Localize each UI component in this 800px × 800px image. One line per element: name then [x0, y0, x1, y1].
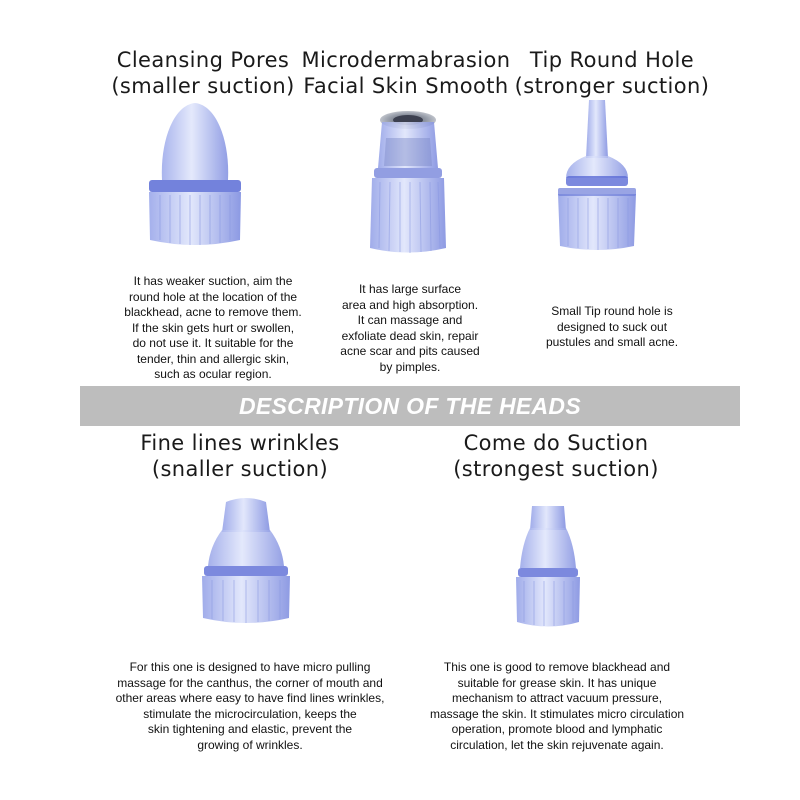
desc-line: such as ocular region. — [154, 367, 272, 381]
desc-line: massage the skin. It stimulates micro circulation — [429, 706, 685, 721]
desc-line: It has weaker suction, aim the — [133, 274, 293, 288]
desc-line: area and high absorption. — [341, 297, 479, 312]
head-title-tip-round-hole — [512, 47, 712, 99]
desc-line: acne scar and pits caused — [340, 344, 480, 358]
head-description-fine-lines-wrinkles — [100, 660, 400, 753]
desc-line: operation, promote blood and lymphatic — [451, 722, 663, 736]
head-title-line2: (stronger suction) — [514, 74, 710, 98]
head-title-line1: Tip Round Hole — [529, 48, 695, 72]
desc-line: other areas where easy to have find lines wrinkles, — [115, 691, 385, 705]
head-description-cleansing-pores — [108, 274, 318, 383]
head-title-line1: Cleansing Pores — [116, 48, 290, 72]
desc-line: It can massage and — [357, 313, 463, 327]
head-title-fine-lines-wrinkles — [130, 430, 350, 482]
desc-line: circulation, let the skin rejuvenate again. — [450, 737, 664, 752]
desc-line: Small Tip round hole is — [551, 304, 673, 318]
head-title-line2: (strongest suction) — [453, 457, 659, 481]
head-title-line1: Microdermabrasion — [301, 48, 511, 72]
head-description-come-do-suction — [412, 660, 702, 753]
head-title-microdermabrasion — [300, 47, 512, 99]
desc-line: round hole at the location of the — [128, 289, 298, 304]
desc-line: mechanism to attract vacuum pressure, — [451, 691, 663, 705]
cleansing-pores-head-image — [140, 100, 250, 250]
head-title-come-do-suction — [440, 430, 672, 482]
desc-line: exfoliate dead skin, repair — [341, 328, 479, 343]
desc-line: massage for the canthus, the corner of mouth and — [117, 675, 383, 690]
desc-line: tender, thin and allergic skin, — [136, 351, 290, 366]
head-title-cleansing-pores — [98, 47, 308, 99]
microdermabrasion-head-image — [360, 108, 460, 258]
desc-line: stimulate the microcirculation, keeps the — [143, 706, 357, 721]
desc-line: If the skin gets hurt or swollen, — [131, 320, 295, 335]
desc-line: blackhead, acne to remove them. — [124, 305, 302, 319]
tip-round-hole-head-image — [552, 98, 642, 256]
fine-lines-wrinkles-head-image — [196, 494, 296, 629]
head-title-line1: Come do Suction — [463, 431, 649, 455]
banner-title: DESCRIPTION OF THE HEADS — [238, 393, 581, 419]
desc-line: pustules and small acne. — [545, 335, 679, 349]
desc-line: do not use it. It suitable for the — [132, 336, 294, 350]
come-do-suction-head-image — [508, 500, 588, 632]
desc-line: This one is good to remove blackhead and — [443, 660, 671, 674]
desc-line: growing of wrinkles. — [197, 737, 303, 752]
desc-line: by pimples. — [379, 359, 441, 374]
desc-line: It has large surface — [358, 282, 462, 296]
section-banner — [80, 386, 740, 426]
desc-line: For this one is designed to have micro pulling — [129, 660, 371, 674]
desc-line: skin tightening and elastic, prevent the — [147, 722, 353, 736]
desc-line: designed to suck out — [556, 319, 668, 334]
head-description-microdermabrasion — [310, 282, 510, 375]
head-description-tip-round-hole — [512, 304, 712, 351]
head-title-line1: Fine lines wrinkles — [140, 431, 340, 455]
head-title-line2: (snaller suction) — [151, 457, 329, 481]
head-title-line2: Facial Skin Smooth — [303, 74, 509, 98]
desc-line: suitable for grease skin. It has unique — [457, 675, 657, 690]
head-title-line2: (smaller suction) — [111, 74, 295, 98]
